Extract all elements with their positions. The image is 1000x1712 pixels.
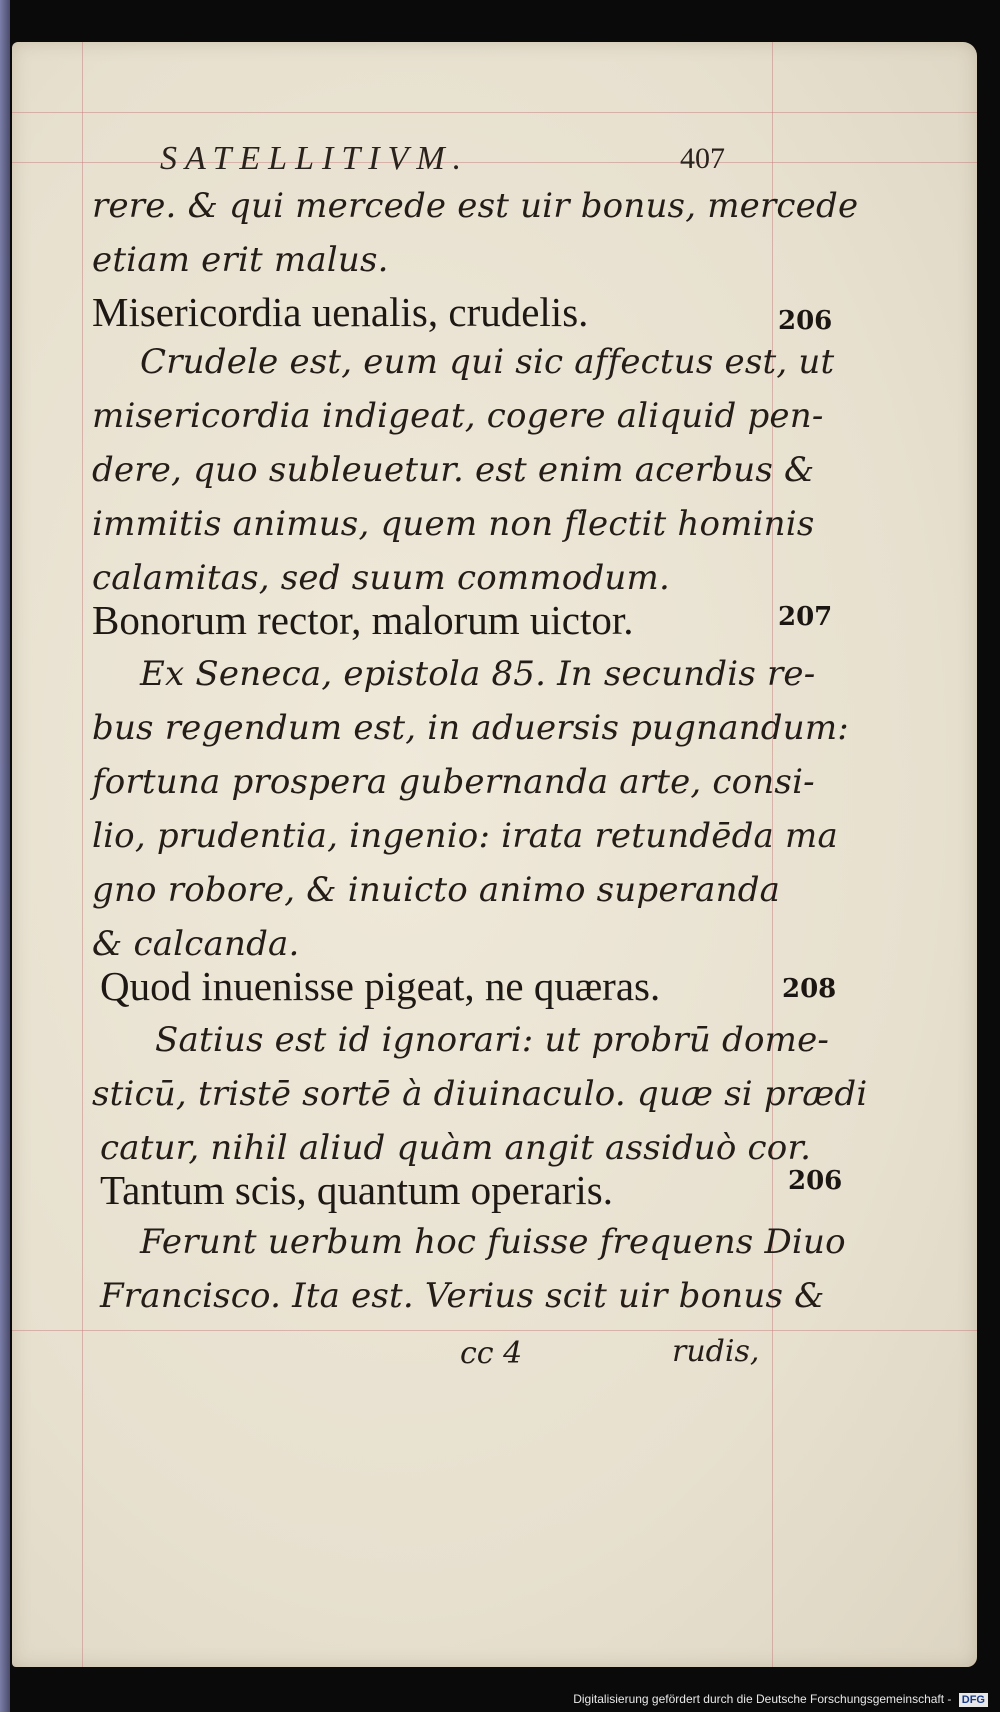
text-line: lio, prudentia, ingenio: irata retundēda ma <box>92 816 838 856</box>
text-line: sticū, tristē sortē à diuinaculo. quæ si prædi <box>92 1074 868 1114</box>
text-line: Crudele est, eum qui sic affectus est, ut <box>140 342 835 382</box>
text-line: fortuna prospera gubernanda arte, consi- <box>92 762 815 802</box>
text-line: immitis animus, quem non flectit hominis <box>92 504 815 544</box>
catchword: rudis, <box>672 1334 760 1369</box>
credit-text: Digitalisierung gefördert durch die Deutsche Forschungsgemeinschaft - <box>573 1692 952 1706</box>
text-line: dere, quo subleuetur. est enim acerbus & <box>92 450 815 490</box>
text-line: calamitas, sed suum commodum. <box>92 558 670 598</box>
text-line: gno robore, & inuicto animo superanda <box>92 870 781 910</box>
text-line: bus regendum est, in aduersis pugnandum: <box>92 708 849 748</box>
signature-mark: cc 4 <box>460 1336 523 1371</box>
text-line: Satius est id ignorari: ut probrū dome- <box>155 1020 830 1060</box>
text-line: Ex Seneca, epistola 85. In secundis re- <box>140 654 816 694</box>
section-heading: Bonorum rector, malorum uictor. <box>92 597 634 643</box>
text-line: rere. & qui mercede est uir bonus, mercede <box>92 186 859 226</box>
margin-number: 206 <box>778 306 833 336</box>
text-line: misericordia indigeat, cogere aliquid pen- <box>92 396 824 436</box>
dfg-logo: DFG <box>959 1693 988 1707</box>
text-line: & calcanda. <box>92 924 300 964</box>
section-heading: Misericordia uenalis, crudelis. <box>92 289 589 335</box>
text-line: catur, nihil aliud quàm angit assiduò cor. <box>100 1128 812 1168</box>
section-heading: Quod inuenisse pigeat, ne quæras. <box>100 963 661 1009</box>
digitization-credit <box>573 1692 988 1707</box>
running-title: SATELLITIVM. <box>160 140 470 177</box>
margin-number: 208 <box>782 974 837 1004</box>
margin-number: 206 <box>788 1166 843 1196</box>
page-number: 407 <box>680 142 725 175</box>
text-line: etiam erit malus. <box>92 240 389 280</box>
section-heading: Tantum scis, quantum operaris. <box>100 1167 613 1213</box>
text-line: Ferunt uerbum hoc fuisse frequens Diuo <box>140 1222 846 1262</box>
margin-number: 207 <box>778 602 833 632</box>
text-line: Francisco. Ita est. Verius scit uir bonus & <box>100 1276 825 1316</box>
